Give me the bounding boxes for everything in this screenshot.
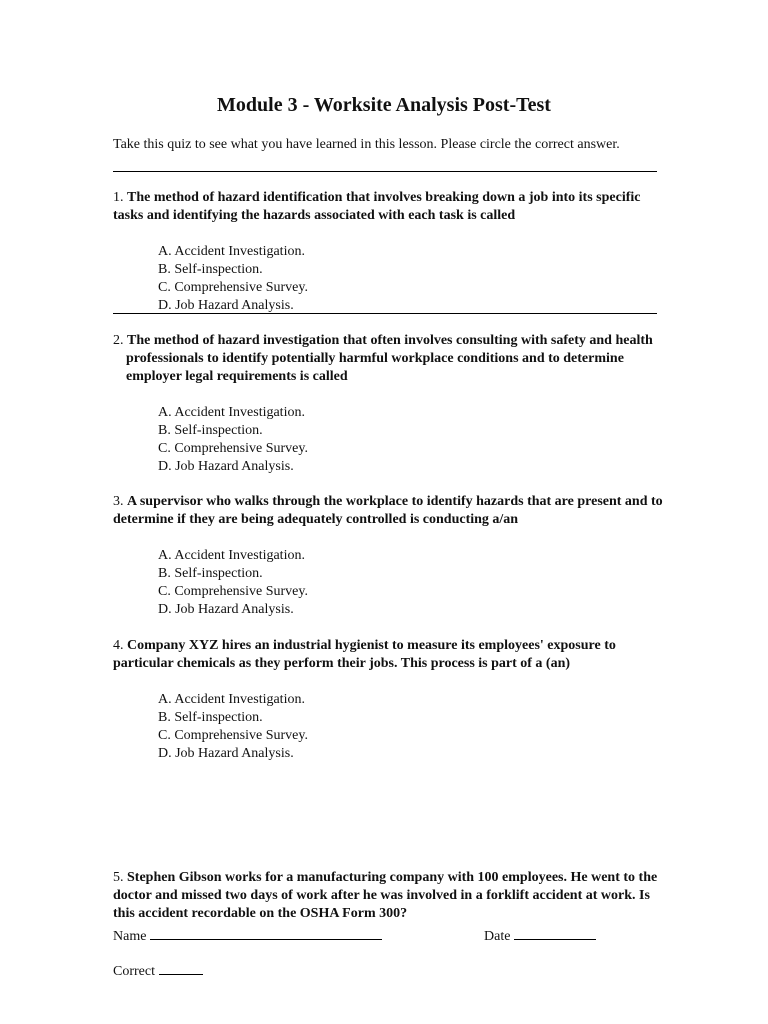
answer-option-d[interactable]: D. Job Hazard Analysis. (158, 602, 294, 617)
correct-field (113, 960, 203, 981)
answer-options-4 (158, 691, 308, 763)
answer-option-b[interactable]: B. Self-inspection. (158, 262, 263, 277)
answer-option-b[interactable]: B. Self-inspection. (158, 423, 263, 438)
correct-label: Correct (113, 964, 155, 979)
question-number: 3. (113, 494, 124, 509)
name-field (113, 925, 382, 946)
answer-option-b[interactable]: B. Self-inspection. (158, 710, 263, 725)
question-text: A supervisor who walks through the workplace to identify hazards that are present and to determine if they are being adequately controlled is conducting a/an (113, 494, 663, 527)
answer-option-c[interactable]: C. Comprehensive Survey. (158, 280, 308, 295)
question-text: Company XYZ hires an industrial hygienist to measure its employees' exposure to particular chemicals as they perform their jobs. This process is part of a (an) (113, 638, 616, 671)
divider (113, 313, 657, 314)
correct-blank[interactable] (159, 960, 203, 975)
answer-option-c[interactable]: C. Comprehensive Survey. (158, 584, 308, 599)
answer-options-2 (158, 404, 308, 476)
answer-options-1 (158, 243, 308, 315)
question-2 (113, 332, 666, 386)
answer-option-d[interactable]: D. Job Hazard Analysis. (158, 459, 294, 474)
question-5 (113, 869, 663, 923)
page-title: Module 3 - Worksite Analysis Post-Test (217, 94, 551, 116)
question-number: 1. (113, 190, 124, 205)
answer-option-a[interactable]: A. Accident Investigation. (158, 244, 305, 259)
answer-option-b[interactable]: B. Self-inspection. (158, 566, 263, 581)
answer-option-a[interactable]: A. Accident Investigation. (158, 692, 305, 707)
name-label: Name (113, 929, 147, 944)
quiz-instructions: Take this quiz to see what you have learned in this lesson. Please circle the correct answer. (113, 137, 620, 152)
answer-option-a[interactable]: A. Accident Investigation. (158, 548, 305, 563)
question-number: 5. (113, 870, 124, 885)
question-4 (113, 637, 663, 673)
answer-option-c[interactable]: C. Comprehensive Survey. (158, 728, 308, 743)
answer-option-c[interactable]: C. Comprehensive Survey. (158, 441, 308, 456)
date-field (484, 925, 596, 946)
date-blank[interactable] (514, 925, 596, 940)
answer-option-a[interactable]: A. Accident Investigation. (158, 405, 305, 420)
question-text: The method of hazard identification that involves breaking down a job into its specific tasks and identifying the hazards associated with each task is called (113, 190, 641, 223)
name-blank[interactable] (150, 925, 382, 940)
answer-option-d[interactable]: D. Job Hazard Analysis. (158, 298, 294, 313)
question-number: 4. (113, 638, 124, 653)
question-3 (113, 493, 663, 529)
date-label: Date (484, 929, 511, 944)
answer-options-3 (158, 547, 308, 619)
question-text: Stephen Gibson works for a manufacturing company with 100 employees. He went to the doctor and missed two days of work after he was involved in a forklift accident at work. Is this accident recordable on the OSHA Form 300? (113, 870, 658, 921)
question-1 (113, 189, 663, 225)
question-text: The method of hazard investigation that often involves consulting with safety and health professionals to identify potentially harmful workplace conditions and to determine employer legal requirements is called (126, 333, 653, 384)
divider (113, 171, 657, 172)
answer-option-d[interactable]: D. Job Hazard Analysis. (158, 746, 294, 761)
question-number: 2. (113, 333, 124, 348)
